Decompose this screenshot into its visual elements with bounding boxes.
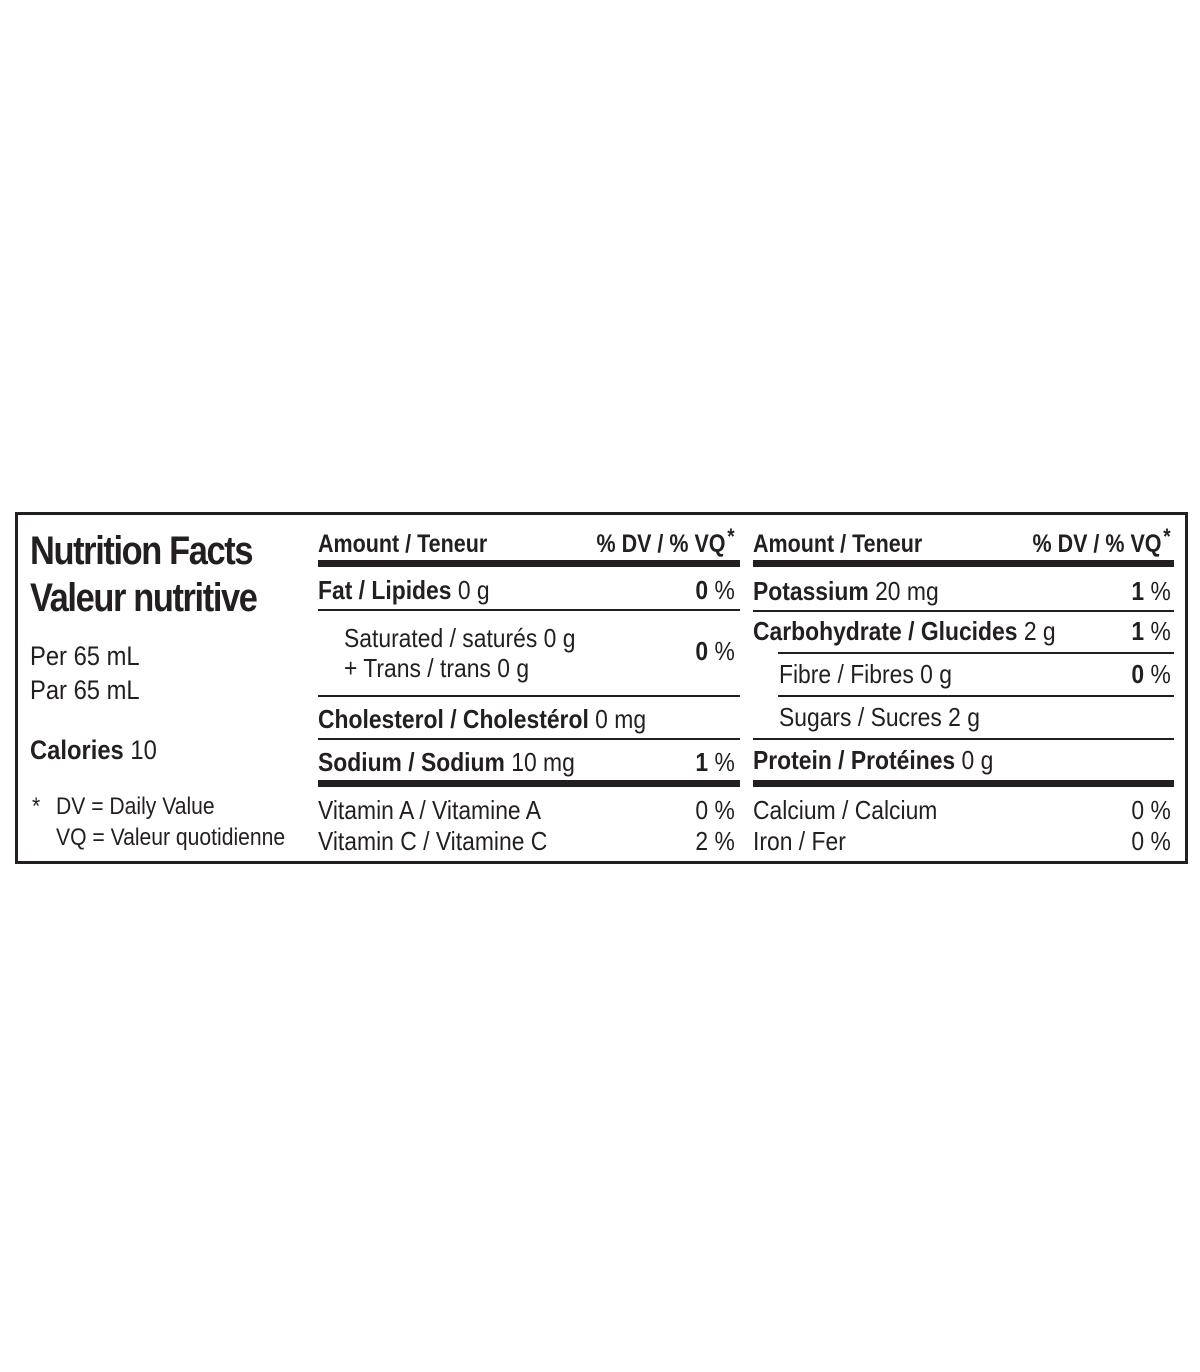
sat-trans-dv-value: 0 <box>695 636 709 666</box>
fat-dv-value: 0 <box>695 575 709 605</box>
sodium-dv-percent: % <box>714 747 735 777</box>
sat-trans-dv-percent: % <box>714 636 735 666</box>
protein-label: Protein / Protéines <box>753 745 956 775</box>
cholesterol-amount: 0 mg <box>595 704 647 734</box>
footnote-dv: DV = Daily Value <box>56 793 215 820</box>
calcium-dv: 0 % <box>1131 795 1171 825</box>
col2-header-amount: Amount / Teneur <box>753 530 923 558</box>
cholesterol-row <box>318 706 646 732</box>
title-french: Valeur nutritive <box>30 576 257 620</box>
col2-header-dv <box>1032 524 1171 558</box>
col2-header-rule <box>753 560 1174 567</box>
footnote-asterisk: * <box>32 793 41 820</box>
col2-rule-1 <box>753 610 1174 612</box>
fat-dv-percent: % <box>714 575 735 605</box>
iron-dv: 0 % <box>1131 826 1171 856</box>
sodium-dv-value: 1 <box>695 747 709 777</box>
calories-label: Calories <box>30 735 124 765</box>
col1-rule-3 <box>318 738 740 740</box>
sat-trans-dv <box>696 638 735 664</box>
carbohydrate-label: Carbohydrate / Glucides <box>753 616 1018 646</box>
potassium-dv-percent: % <box>1150 576 1171 606</box>
col1-header-amount: Amount / Teneur <box>318 530 488 558</box>
fat-row <box>318 577 490 603</box>
sodium-label: Sodium / Sodium <box>318 747 505 777</box>
col1-header-dv <box>596 524 735 558</box>
sodium-dv <box>696 749 735 775</box>
col1-header-rule <box>318 560 740 567</box>
saturated-row: Saturated / saturés 0 g <box>344 623 576 653</box>
potassium-amount: 20 mg <box>875 576 939 606</box>
col2-header-star: * <box>1163 524 1171 549</box>
col2-rule-2 <box>778 652 1174 654</box>
fat-amount: 0 g <box>457 575 490 605</box>
fibre-row: Fibre / Fibres 0 g <box>779 659 952 689</box>
calories-value: 10 <box>130 735 157 765</box>
protein-amount: 0 g <box>961 745 994 775</box>
vitamin-a-dv: 0 % <box>695 795 735 825</box>
col2-bottom-rule <box>753 780 1174 787</box>
potassium-label: Potassium <box>753 576 869 606</box>
col1-rule-1 <box>318 609 740 611</box>
serving-size-french: Par 65 mL <box>30 675 140 705</box>
nutrition-facts-table <box>15 512 1188 864</box>
carbohydrate-amount: 2 g <box>1023 616 1056 646</box>
potassium-row <box>753 578 939 604</box>
footnote-vq: VQ = Valeur quotidienne <box>56 824 286 851</box>
serving-size-english: Per 65 mL <box>30 641 140 671</box>
fat-dv <box>696 577 735 603</box>
fibre-dv-percent: % <box>1150 659 1171 689</box>
sodium-row <box>318 749 575 775</box>
col1-rule-2 <box>318 695 740 697</box>
vitamin-c-dv: 2 % <box>695 826 735 856</box>
fibre-dv-value: 0 <box>1131 659 1145 689</box>
protein-row <box>753 747 993 773</box>
potassium-dv <box>1132 578 1171 604</box>
col2-header-dv-text: % DV / % VQ <box>1032 530 1162 558</box>
carbohydrate-dv <box>1132 618 1171 644</box>
cholesterol-label: Cholesterol / Cholestérol <box>318 704 589 734</box>
col2-rule-3 <box>778 695 1174 697</box>
col2-rule-4 <box>753 738 1174 740</box>
fibre-dv <box>1132 661 1171 687</box>
carbohydrate-row <box>753 618 1056 644</box>
title-english: Nutrition Facts <box>30 529 253 573</box>
fat-label: Fat / Lipides <box>318 575 452 605</box>
vitamin-a-row: Vitamin A / Vitamine A <box>318 795 542 825</box>
calories-row <box>30 737 157 764</box>
potassium-dv-value: 1 <box>1131 576 1145 606</box>
sugars-row: Sugars / Sucres 2 g <box>779 702 980 732</box>
vitamin-c-row: Vitamin C / Vitamine C <box>318 826 548 856</box>
col1-bottom-rule <box>318 780 740 787</box>
iron-row: Iron / Fer <box>753 826 846 856</box>
col1-header-star: * <box>727 524 735 549</box>
col1-header-dv-text: % DV / % VQ <box>596 530 726 558</box>
sodium-amount: 10 mg <box>511 747 575 777</box>
carbohydrate-dv-value: 1 <box>1131 616 1145 646</box>
carbohydrate-dv-percent: % <box>1150 616 1171 646</box>
calcium-row: Calcium / Calcium <box>753 795 938 825</box>
trans-row: + Trans / trans 0 g <box>344 653 530 683</box>
